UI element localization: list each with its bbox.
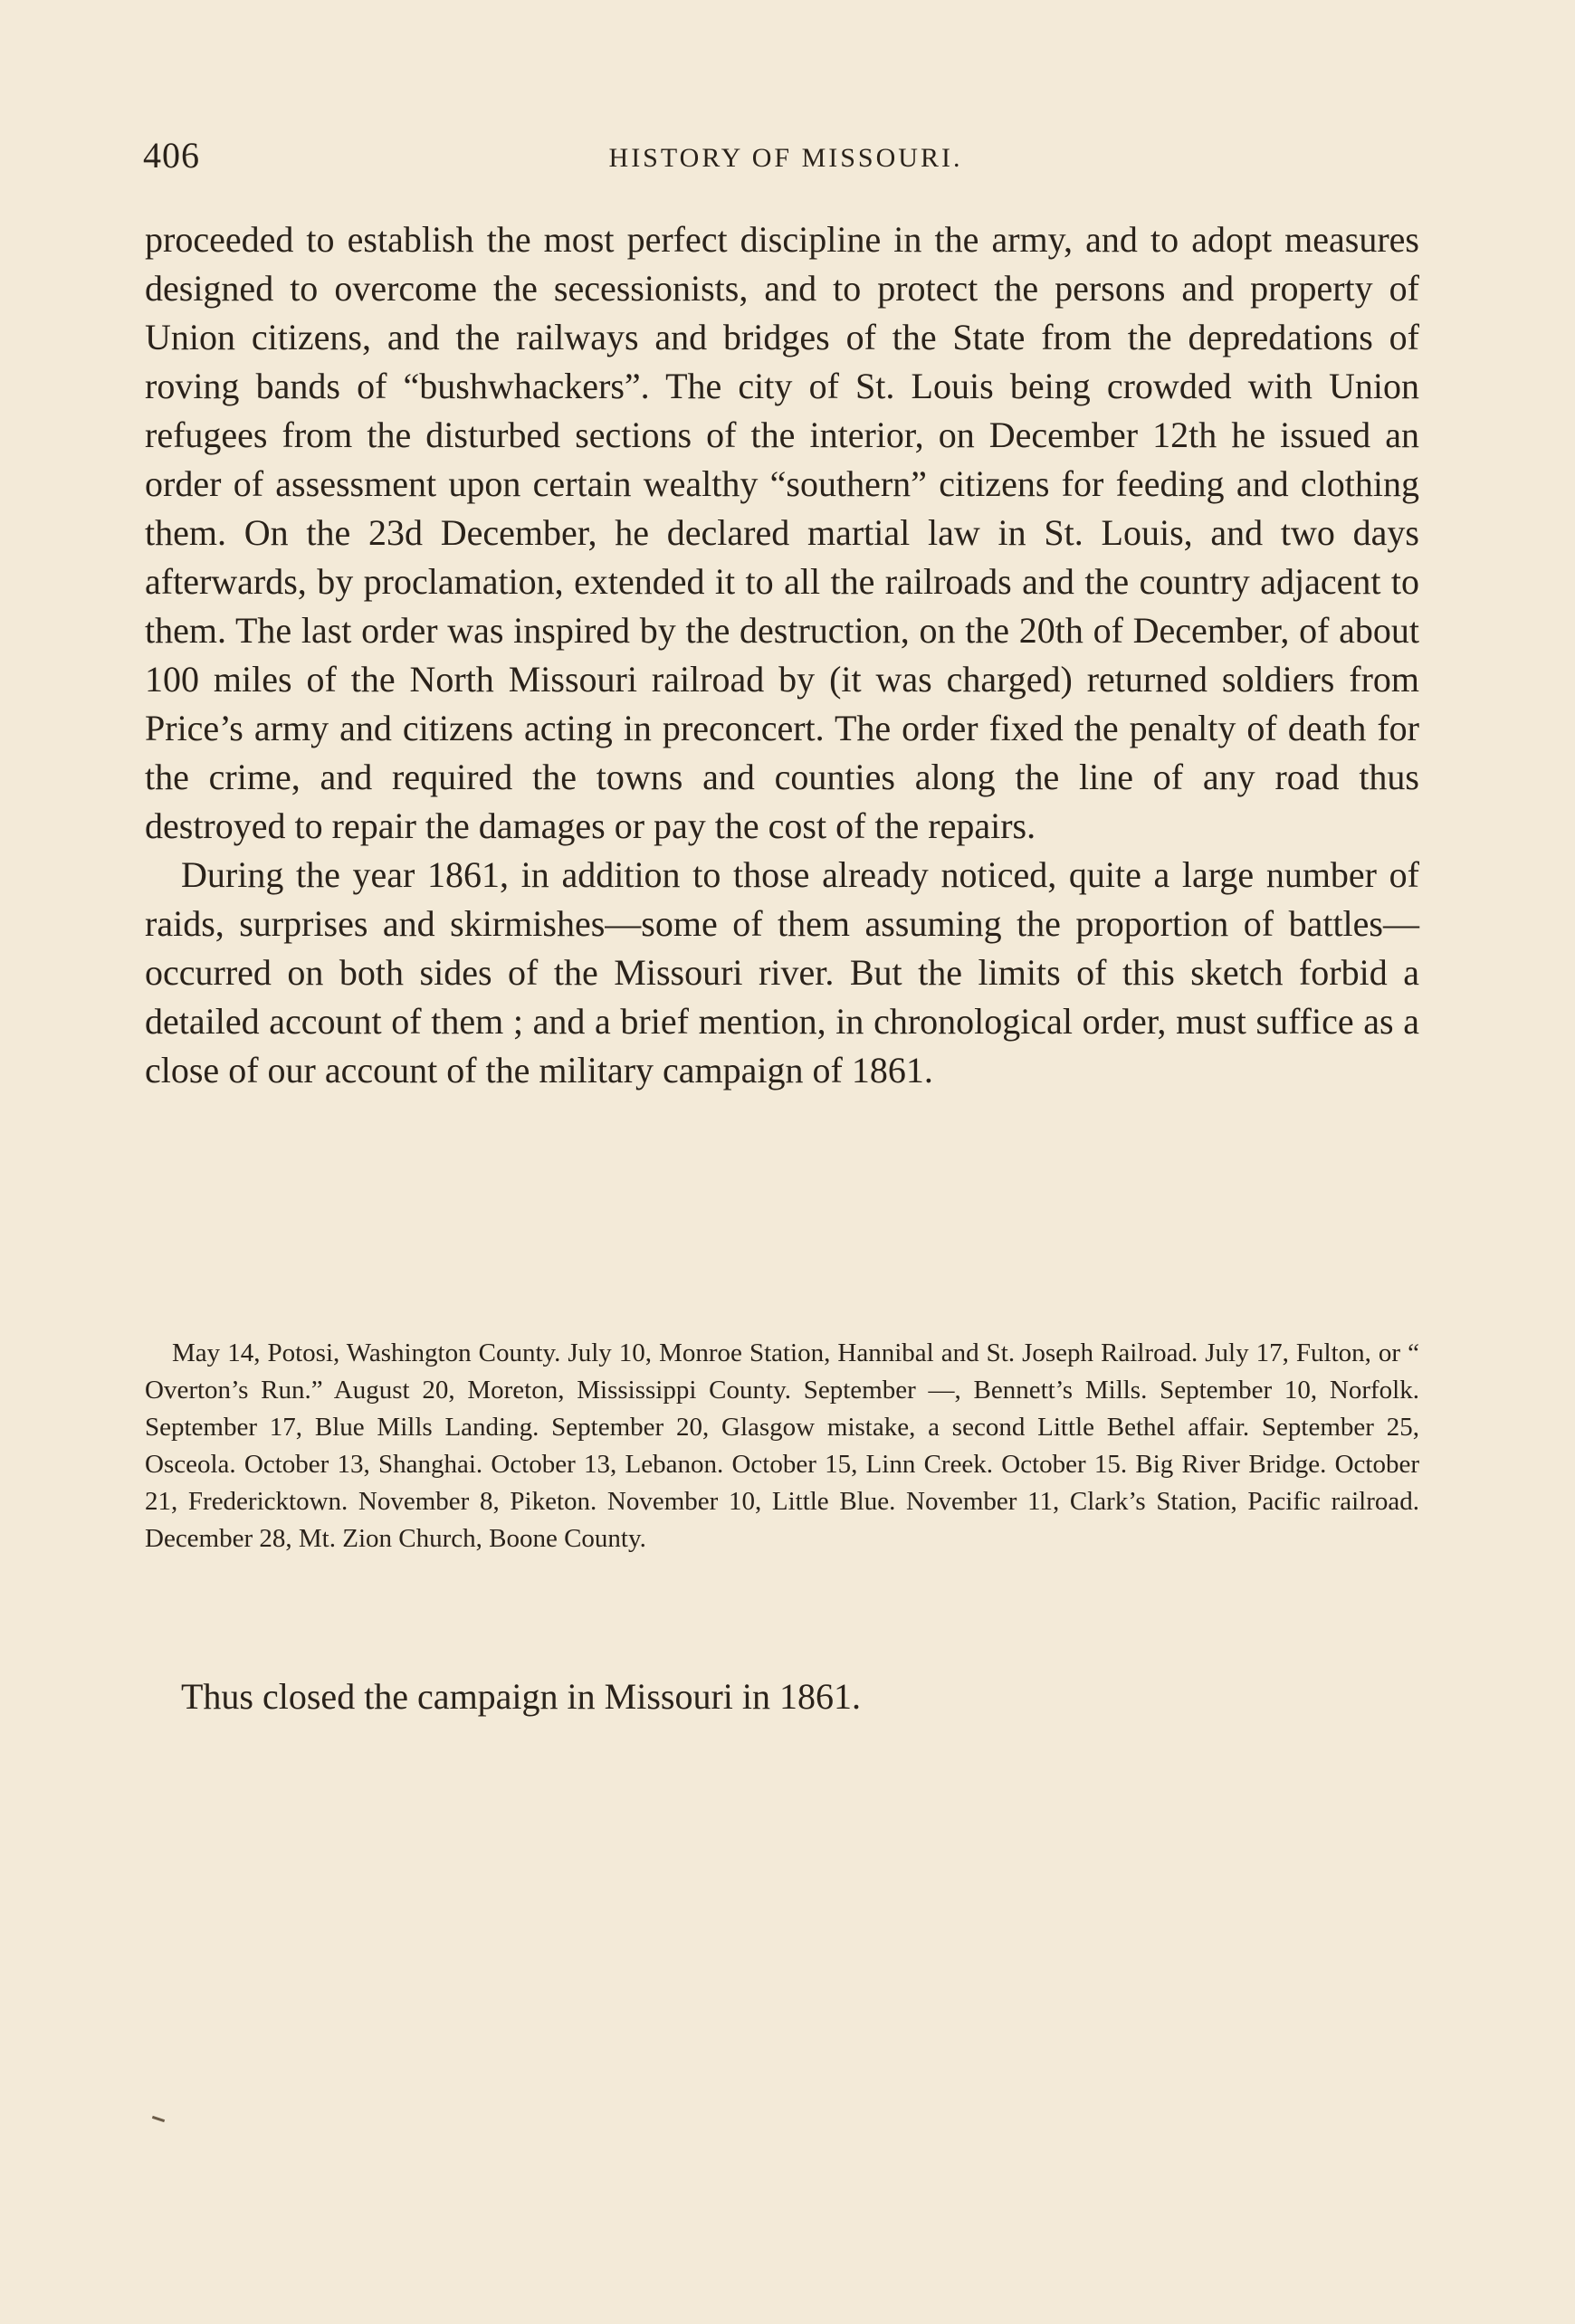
paragraph-raids: During the year 1861, in addition to those already noticed, quite a large number of raids, surprises and skirmishes—some of them assuming the proportion of battles—occurred on both sides of the Missouri river. But the limits of this sketch forbid a detailed account of them ; and a brief mention, in chronological order, must suffice as a close of our account of the military campaign of 1861.	[145, 854, 1419, 1091]
paragraph-continuation: proceeded to establish the most perfect discipline in the army, and to adopt measures designed to overcome the secessionists, and to protect the persons and property of Union citizens, and the railways and bridges of the State from the depredations of roving bands of “bushwhackers”. The city of St. Louis being crowded with Union refugees from the disturbed sections of the interior, on December 12th he issued an order of assessment upon certain wealthy “southern” citizens for feeding and clothing them. On the 23d December, he declared martial law in St. Louis, and two days afterwards, by proclamation, extended it to all the railroads and the country adjacent to them. The last order was inspired by the destruction, on the 20th of December, of about 100 miles of the North Missouri railroad by (it was charged) returned soldiers from Price’s army and citizens acting in preconcert. The order fixed the penalty of death for the crime, and required the towns and counties along the line of any road thus destroyed to repair the damages or pay the cost of the repairs.	[145, 219, 1419, 846]
page-number: 406	[143, 135, 200, 176]
engagements-list: May 14, Potosi, Washington County. July 10, Monroe Station, Hannibal and St. Joseph Railroad. July 17, Fulton, or “ Overton’s Run.” August 20, Moreton, Mississippi County. September —, Bennett’s Mills. September 10, Norfolk. September 17, Blue Mills Landing. September 20, Glasgow mistake, a second Little Bethel affair. September 25, Osceola. October 13, Shanghai. October 13, Lebanon. October 15, Linn Creek. October 15. Big River Bridge. October 21, Fredericktown. November 8, Piketon. November 10, Little Blue. November 11, Clark’s Station, Pacific railroad. December 28, Mt. Zion Church, Boone County.	[145, 1338, 1419, 1553]
print-blemish	[152, 2116, 165, 2122]
page-header	[143, 134, 1428, 188]
body-text	[145, 215, 1419, 1095]
closing-line: Thus closed the campaign in Missouri in 1861.	[181, 1676, 862, 1717]
running-head: HISTORY OF MISSOURI.	[608, 143, 963, 173]
